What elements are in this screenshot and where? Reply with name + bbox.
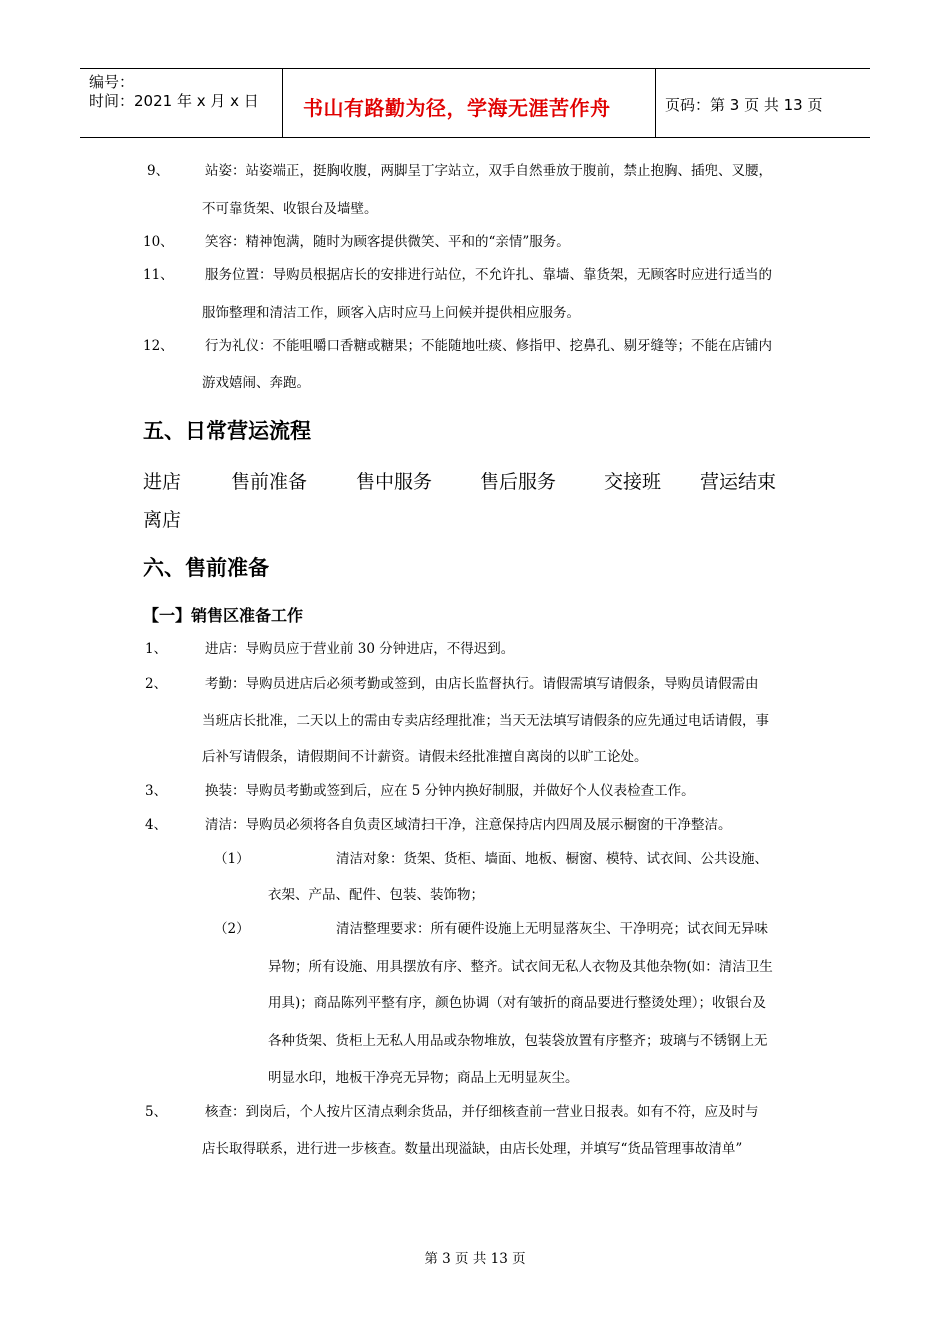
header-motto: 书山有路勤为径，学海无涯苦作舟 (303, 96, 611, 120)
list-item-number: 4、 (145, 817, 168, 833)
page-header (80, 68, 870, 138)
sub-item-text: 明显水印，地板干净亮无异物；商品上无明显灰尘。 (268, 1070, 579, 1086)
flow-step: 营运结束 (700, 471, 777, 493)
sub-item-text: 用具)；商品陈列平整有序，颜色协调（对有皱折的商品要进行整烫处理）；收银台及 (268, 995, 767, 1011)
header-page-cell (655, 69, 870, 137)
sub-item-text: 各种货架、货柜上无私人用品或杂物堆放，包装袋放置有序整齐；玻璃与不锈钢上无 (268, 1033, 768, 1049)
list-item-text: 核查：到岗后，个人按片区清点剩余货品，并仔细核查前一营业日报表。如有不符，应及时与 (205, 1104, 759, 1120)
list-item-number: 5、 (145, 1104, 168, 1120)
document-number-label: 编号： (89, 73, 135, 91)
sub-item-number: （2） (214, 921, 250, 937)
document-date-label: 时间：2021 年 x 月 x 日 (89, 92, 259, 110)
flow-step: 售中服务 (356, 471, 433, 493)
list-item-number: 9、 (147, 163, 170, 179)
list-item-number: 3、 (145, 783, 168, 799)
list-item-text: 进店：导购员应于营业前 30 分钟进店，不得迟到。 (205, 641, 515, 657)
list-item-text: 清洁：导购员必须将各自负责区域清扫干净，注意保持店内四周及展示橱窗的干净整洁。 (205, 817, 732, 833)
section-heading: 五、日常营运流程 (143, 419, 311, 443)
header-info-cell (80, 69, 282, 137)
header-motto-cell (282, 69, 656, 137)
list-item-text: 服饰整理和清洁工作，顾客入店时应马上问候并提供相应服务。 (202, 305, 580, 321)
subsection-heading: 【一】销售区准备工作 (143, 606, 304, 625)
list-item-text: 行为礼仪：不能咀嚼口香糖或糖果；不能随地吐痰、修指甲、挖鼻孔、剔牙缝等；不能在店铺内 (205, 338, 772, 354)
list-item-text: 后补写请假条，请假期间不计薪资。请假未经批准擅自离岗的以旷工论处。 (202, 749, 648, 765)
flow-step: 售后服务 (480, 471, 557, 493)
flow-step: 离店 (143, 509, 182, 531)
list-item-text: 店长取得联系，进行进一步核查。数量出现溢缺，由店长处理，并填写“货品管理事故清单” (202, 1141, 743, 1157)
list-item-number: 12、 (143, 338, 174, 354)
sub-item-number: （1） (214, 851, 250, 867)
sub-item-text: 衣架、产品、配件、包装、装饰物； (268, 887, 484, 903)
flow-step: 售前准备 (231, 471, 308, 493)
list-item-text: 服务位置：导购员根据店长的安排进行站位，不允许扎、靠墙、靠货架，无顾客时应进行适当的 (205, 267, 772, 283)
flow-step: 交接班 (604, 471, 662, 493)
list-item-number: 10、 (143, 234, 174, 250)
list-item-text: 笑容：精神饱满，随时为顾客提供微笑、平和的“亲情”服务。 (205, 234, 570, 250)
list-item-number: 1、 (145, 641, 168, 657)
list-item-text: 游戏嬉闹、奔跑。 (202, 375, 310, 391)
list-item-text: 考勤：导购员进店后必须考勤或签到，由店长监督执行。请假需填写请假条，导购员请假需由 (205, 676, 759, 692)
sub-item-text: 异物；所有设施、用具摆放有序、整齐。试衣间无私人衣物及其他杂物(如：清洁卫生 (268, 959, 773, 975)
sub-item-text: 清洁整理要求：所有硬件设施上无明显落灰尘、干净明亮；试衣间无异味 (336, 921, 768, 937)
list-item-text: 不可靠货架、收银台及墙壁。 (202, 201, 378, 217)
list-item-number: 11、 (143, 267, 174, 283)
flow-step: 进店 (143, 471, 182, 493)
list-item-text: 站姿：站姿端正，挺胸收腹，两脚呈丁字站立，双手自然垂放于腹前，禁止抱胸、插兜、叉腰， (205, 163, 772, 179)
list-item-text: 换装：导购员考勤或签到后，应在 5 分钟内换好制服，并做好个人仪表检查工作。 (205, 783, 695, 799)
header-page-number: 页码：第 3 页 共 13 页 (665, 96, 823, 114)
sub-item-text: 清洁对象：货架、货柜、墙面、地板、橱窗、模特、试衣间、公共设施、 (336, 851, 768, 867)
section-heading: 六、售前准备 (143, 556, 269, 580)
list-item-text: 当班店长批准，二天以上的需由专卖店经理批准；当天无法填写请假条的应先通过电话请假，事 (202, 713, 769, 729)
list-item-number: 2、 (145, 676, 168, 692)
page-footer: 第 3 页 共 13 页 (424, 1251, 526, 1267)
